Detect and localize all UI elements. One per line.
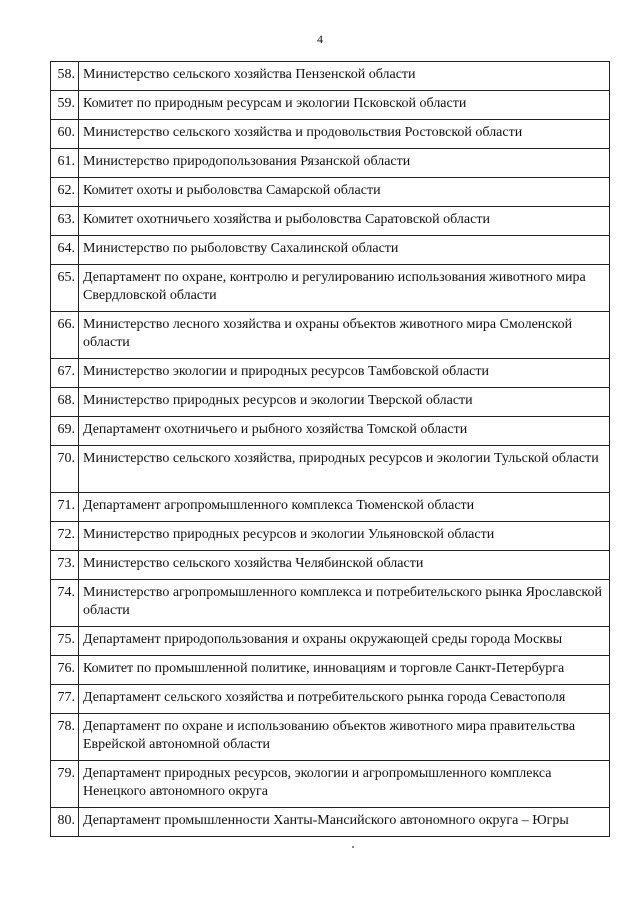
agency-name: Министерство сельского хозяйства Пензенской области	[79, 62, 610, 91]
agency-name: Департамент сельского хозяйства и потребительского рынка города Севастополя	[79, 685, 610, 714]
row-number: 77.	[51, 685, 79, 714]
row-number: 79.	[51, 761, 79, 808]
agency-name: Министерство сельского хозяйства, природных ресурсов и экологии Тульской области	[79, 446, 610, 493]
agency-name: Комитет охотничьего хозяйства и рыболовства Саратовской области	[79, 207, 610, 236]
row-number: 80.	[51, 808, 79, 837]
row-number: 74.	[51, 580, 79, 627]
row-number: 61.	[51, 149, 79, 178]
table-row	[51, 265, 610, 312]
table-row	[51, 808, 610, 837]
row-number: 59.	[51, 91, 79, 120]
agency-name: Департамент агропромышленного комплекса Тюменской области	[79, 493, 610, 522]
agency-name: Комитет по промышленной политике, инновациям и торговле Санкт-Петербурга	[79, 656, 610, 685]
agency-name: Департамент природопользования и охраны окружающей среды города Москвы	[79, 627, 610, 656]
row-number: 63.	[51, 207, 79, 236]
row-number: 64.	[51, 236, 79, 265]
table-row	[51, 761, 610, 808]
table-row	[51, 207, 610, 236]
table-row	[51, 685, 610, 714]
row-number: 69.	[51, 417, 79, 446]
table-row	[51, 178, 610, 207]
table-row	[51, 312, 610, 359]
table-row	[51, 493, 610, 522]
table-row	[51, 446, 610, 493]
scan-speck	[352, 846, 354, 848]
row-number: 67.	[51, 359, 79, 388]
table-row	[51, 359, 610, 388]
agency-name: Министерство природопользования Рязанской области	[79, 149, 610, 178]
agency-list-body	[51, 62, 610, 837]
agency-name: Министерство агропромышленного комплекса и потребительского рынка Ярославской области	[79, 580, 610, 627]
row-number: 70.	[51, 446, 79, 493]
table-row	[51, 580, 610, 627]
agency-name: Департамент охотничьего и рыбного хозяйства Томской области	[79, 417, 610, 446]
table-row	[51, 714, 610, 761]
row-number: 65.	[51, 265, 79, 312]
table-row	[51, 91, 610, 120]
row-number: 66.	[51, 312, 79, 359]
agency-name: Министерство сельского хозяйства Челябинской области	[79, 551, 610, 580]
table-row	[51, 656, 610, 685]
agency-name: Министерство природных ресурсов и экологии Тверской области	[79, 388, 610, 417]
agency-name: Министерство экологии и природных ресурсов Тамбовской области	[79, 359, 610, 388]
table-row	[51, 120, 610, 149]
table-row	[51, 62, 610, 91]
agency-name: Министерство лесного хозяйства и охраны объектов животного мира Смоленской области	[79, 312, 610, 359]
row-number: 73.	[51, 551, 79, 580]
row-number: 72.	[51, 522, 79, 551]
table-row	[51, 149, 610, 178]
row-number: 71.	[51, 493, 79, 522]
row-number: 68.	[51, 388, 79, 417]
agency-name: Департамент по охране, контролю и регулированию использования животного мира Свердловской области	[79, 265, 610, 312]
agency-name: Комитет по природным ресурсам и экологии Псковской области	[79, 91, 610, 120]
agency-name: Департамент природных ресурсов, экологии и агропромышленного комплекса Ненецкого автономного округа	[79, 761, 610, 808]
agency-name: Министерство по рыболовству Сахалинской области	[79, 236, 610, 265]
row-number: 75.	[51, 627, 79, 656]
agency-name: Департамент промышленности Ханты-Мансийского автономного округа – Югры	[79, 808, 610, 837]
page-number: 4	[317, 32, 323, 46]
table-row	[51, 388, 610, 417]
agency-list-table	[50, 61, 610, 837]
table-row	[51, 551, 610, 580]
row-number: 62.	[51, 178, 79, 207]
agency-name: Департамент по охране и использованию объектов животного мира правительства Еврейской автономной области	[79, 714, 610, 761]
row-number: 58.	[51, 62, 79, 91]
agency-name: Министерство природных ресурсов и экологии Ульяновской области	[79, 522, 610, 551]
row-number: 78.	[51, 714, 79, 761]
table-row	[51, 627, 610, 656]
table-row	[51, 417, 610, 446]
row-number: 76.	[51, 656, 79, 685]
table-row	[51, 522, 610, 551]
agency-name: Министерство сельского хозяйства и продовольствия Ростовской области	[79, 120, 610, 149]
agency-name: Комитет охоты и рыболовства Самарской области	[79, 178, 610, 207]
table-row	[51, 236, 610, 265]
row-number: 60.	[51, 120, 79, 149]
